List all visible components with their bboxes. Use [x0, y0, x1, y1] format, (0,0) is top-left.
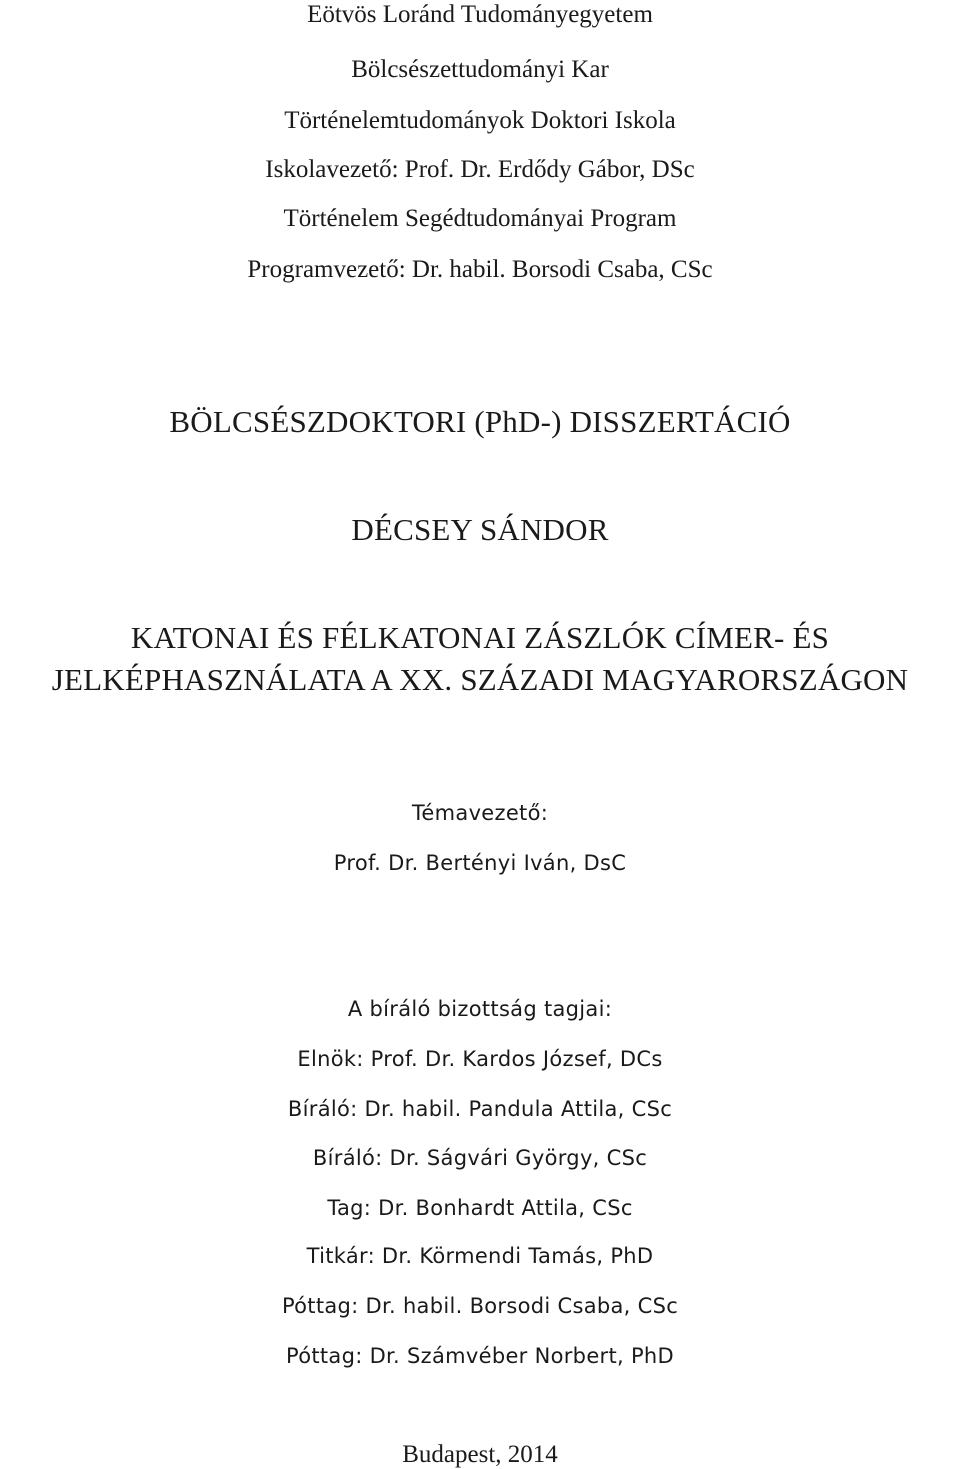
committee-member: Póttag: Dr. habil. Borsodi Csaba, CSc: [281, 1294, 679, 1318]
supervisor-name: Prof. Dr. Bertényi Iván, DsC: [333, 851, 627, 875]
document-type: BÖLCSÉSZDOKTORI (PhD-) DISSZERTÁCIÓ: [169, 404, 791, 439]
committee-member: Tag: Dr. Bonhardt Attila, CSc: [327, 1196, 633, 1220]
dissertation-title-line-2: JELKÉPHASZNÁLATA A XX. SZÁZADI MAGYARORSZÁGON: [51, 662, 909, 697]
author-name: DÉCSEY SÁNDOR: [351, 512, 609, 547]
committee-member: Bíráló: Dr. habil. Pandula Attila, CSc: [287, 1097, 673, 1121]
program-head: Programvezető: Dr. habil. Borsodi Csaba, CSc: [247, 256, 713, 283]
committee-member: Elnök: Prof. Dr. Kardos József, DCs: [297, 1047, 663, 1071]
committee-member: Titkár: Dr. Körmendi Tamás, PhD: [306, 1244, 654, 1268]
committee-heading: A bíráló bizottság tagjai:: [347, 997, 613, 1021]
dissertation-title-line-1: KATONAI ÉS FÉLKATONAI ZÁSZLÓK CÍMER- ÉS: [130, 620, 830, 655]
committee-member: Bíráló: Dr. Ságvári György, CSc: [312, 1146, 648, 1170]
place-and-date: Budapest, 2014: [402, 1441, 558, 1468]
supervisor-label: Témavezető:: [411, 801, 549, 825]
committee-member: Póttag: Dr. Számvéber Norbert, PhD: [286, 1344, 674, 1368]
doctoral-school-name: Történelemtudományok Doktori Iskola: [284, 107, 676, 134]
program-name: Történelem Segédtudományai Program: [283, 205, 677, 232]
faculty-name: Bölcsészettudományi Kar: [351, 56, 609, 83]
doctoral-school-head: Iskolavezető: Prof. Dr. Erdődy Gábor, DSc: [265, 156, 695, 183]
university-name: Eötvös Loránd Tudományegyetem: [307, 1, 653, 28]
